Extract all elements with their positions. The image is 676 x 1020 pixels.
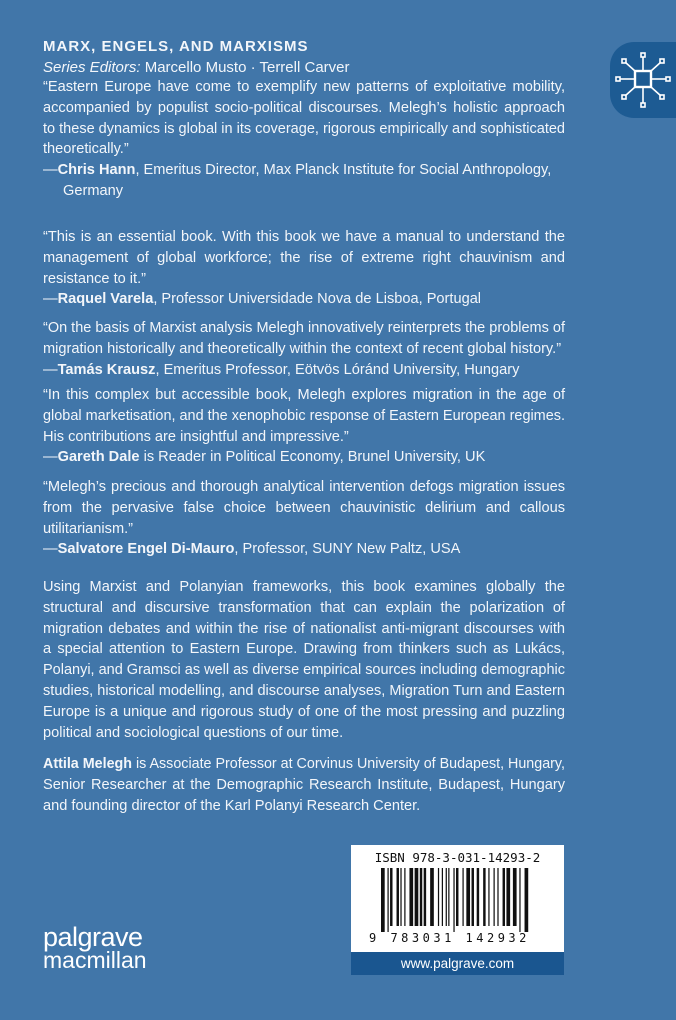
barcode-bar (506, 868, 510, 926)
description (43, 577, 565, 743)
barcode-bar (525, 868, 529, 932)
author-name: Attila Melegh (43, 756, 133, 772)
barcode-digits: 9 783031 142932 (369, 931, 530, 945)
description-line: Europe is a unique and rigorous study of one of the most pressing and puzzling (43, 703, 565, 720)
quote-line: resistance to it.” (43, 270, 147, 287)
circuit-icon (610, 42, 676, 118)
description-line: a special attention to Eastern Europe. Drawing from thinkers such as Lukács, (43, 641, 565, 658)
barcode-bar (446, 868, 447, 926)
barcode-bar (503, 868, 505, 926)
quote-line: management of global workforce; the rise of extreme right chauvinism and (43, 249, 565, 266)
quote-line: “On the basis of Marxist analysis Melegh innovatively reinterprets the problems of (43, 320, 565, 336)
palgrave-macmillan-logo (43, 922, 147, 973)
barcode-bar (409, 868, 413, 926)
endorser-name: Raquel Varela (57, 291, 154, 308)
endorsement-quote (43, 385, 565, 468)
barcode-bar (453, 868, 454, 932)
barcode-bar (483, 868, 485, 926)
endorser-name: Salvatore Engel Di-Mauro (57, 541, 235, 558)
endorser-role: is Reader in Political Economy, Brunel University, UK (139, 449, 486, 466)
series-title: MARX, ENGELS, AND MARXISMS (43, 38, 309, 55)
quote-attribution: —Tamás Krausz, Emeritus Professor, Eötvös Lóránd University, Hungary (43, 361, 520, 378)
endorser-role: , Professor Universidade Nova de Lisboa, Portugal (153, 291, 482, 308)
barcode-bar (415, 868, 419, 926)
quote-attribution: —Raquel Varela, Professor Universidade Nova de Lisboa, Portugal (43, 291, 482, 308)
quote-line: “In this complex but accessible book, Melegh explores migration in the age of (43, 387, 565, 403)
endorser-role: , Professor, SUNY New Paltz, USA (234, 541, 461, 558)
barcode-bar (456, 868, 458, 926)
barcode-bar (390, 868, 392, 926)
description-line: structural and discursive transformation that can explain the polarization of (43, 599, 565, 616)
description-line: migration debates and within the rise of nationalist anti-migrant discourses with (43, 620, 565, 637)
quote-line: accompanied by populist socio-political discourses. Melegh’s holistic approach (43, 99, 565, 116)
logo-line2: macmillan (43, 947, 147, 973)
barcode-bar (497, 868, 498, 926)
bio-line: and founding director of the Karl Polanyi Research Center. (43, 797, 421, 814)
barcode (381, 868, 531, 932)
barcode-bar (472, 868, 474, 926)
barcode-bar (420, 868, 422, 926)
barcode-bar (430, 868, 434, 926)
isbn-text: ISBN 978-3-031-14293-2 (374, 850, 541, 865)
barcode-bar (462, 868, 463, 926)
barcode-bar (438, 868, 439, 926)
quote-attribution: —Chris Hann, Emeritus Director, Max Planck Institute for Social Anthropology, (43, 162, 552, 179)
quote-line: global marketisation, and the xenophobic response of Eastern European regimes. (43, 407, 565, 424)
description-line: studies, historical modelling, and discourse analyses, Migration Turn and Eastern (43, 682, 565, 699)
endorser-role: , Emeritus Director, Max Planck Institute for Social Anthropology, (135, 162, 552, 179)
description-line: Using Marxist and Polanyian frameworks, this book examines globally the (43, 579, 565, 595)
quote-line: migration historically and theoretically within the context of recent global history.” (43, 340, 562, 357)
quote-line: from the pervasive false choice between chauvinistic delirium and callous (43, 499, 565, 516)
quote-line: “Eastern Europe have come to exemplify new patterns of exploitative mobility, (43, 79, 565, 95)
endorser-name: Tamás Krausz (57, 361, 156, 378)
barcode-bar (466, 868, 470, 926)
barcode-bar (397, 868, 399, 926)
endorsement-quote (43, 477, 565, 560)
barcode-bar (494, 868, 495, 926)
quote-line: to these dynamics is global in its coverage, rigorous empirically and sophisticated (43, 120, 565, 137)
barcode-bar (381, 868, 385, 932)
barcode-bar (448, 868, 449, 926)
quote-line: utilitarianism.” (43, 520, 134, 537)
endorsement-quote (43, 77, 565, 202)
barcode-bar (442, 868, 443, 926)
barcode-bar (477, 868, 479, 926)
description-line: political and sociological questions of our time. (43, 724, 344, 741)
logo-line1: palgrave (43, 922, 143, 952)
endorser-name: Gareth Dale (57, 449, 140, 466)
barcode-bar (404, 868, 405, 926)
endorsement-quote (43, 318, 565, 380)
barcode-bar (519, 868, 520, 932)
endorsement-quote (43, 227, 565, 310)
quote-attribution: —Gareth Dale is Reader in Political Economy, Brunel University, UK (43, 449, 486, 466)
quote-line: “Melegh’s precious and thorough analytical intervention defogs migration issues (43, 479, 565, 495)
barcode-bar (513, 868, 517, 926)
barcode-bar (387, 868, 388, 932)
series-editors (43, 59, 350, 76)
endorser-role: , Emeritus Professor, Eötvös Lóránd University, Hungary (155, 361, 520, 378)
barcode-bar (488, 868, 489, 926)
endorser-name: Chris Hann (57, 162, 136, 179)
barcode-bar (424, 868, 426, 926)
editors-names: Marcello Musto · Terrell Carver (144, 59, 350, 76)
bio-text: is Associate Professor at Corvinus University of Budapest, Hungary, (132, 756, 565, 772)
bio-line: Senior Researcher at the Demographic Research Institute, Budapest, Hungary (43, 776, 565, 793)
quote-line: His contributions are insightful and impressive.” (43, 428, 349, 445)
author-bio (43, 754, 565, 816)
description-line: Polanyi, and Gramsci as well as diverse empirical sources including demographic (43, 662, 565, 679)
endorser-role-cont: Germany (63, 182, 124, 199)
barcode-bar (400, 868, 401, 926)
barcode-panel (351, 845, 564, 975)
quote-line: theoretically.” (43, 141, 129, 158)
quote-attribution: —Salvatore Engel Di-Mauro, Professor, SUNY New Paltz, USA (43, 541, 461, 558)
bio-line (43, 754, 565, 775)
quote-line: “This is an essential book. With this book we have a manual to understand the (43, 229, 565, 245)
publisher-url: www.palgrave.com (351, 952, 564, 975)
editors-label: Series Editors: (43, 59, 141, 76)
series-badge (610, 42, 676, 118)
